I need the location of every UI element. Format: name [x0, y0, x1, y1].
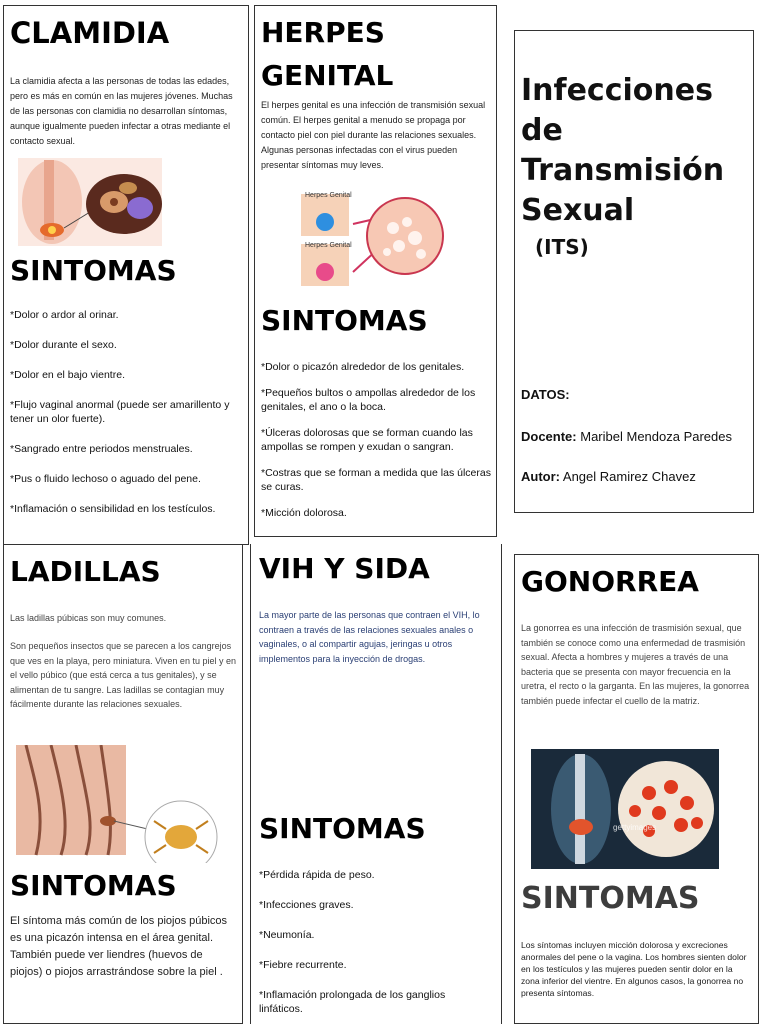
vih-symptom: *Inflamación prolongada de los ganglios linfáticos. [259, 989, 446, 1015]
herpes-title-line2: GENITAL [261, 59, 394, 92]
vih-panel [250, 544, 502, 1024]
clamidia-symptom: *Inflamación o sensibilidad en los testículos. [10, 503, 216, 515]
herpes-image-label-1: Herpes Genital [305, 192, 352, 199]
docente-name: Maribel Mendoza Paredes [580, 429, 732, 444]
clamidia-symptom: *Dolor o ardor al orinar. [10, 309, 119, 321]
herpes-symptom: *Costras que se forman a medida que las úlceras se curas. [261, 467, 491, 493]
clamidia-image [18, 158, 162, 246]
clamidia-symptoms-title: SINTOMAS [10, 254, 177, 287]
vih-title: VIH Y SIDA [259, 552, 430, 585]
cover-panel [514, 30, 754, 513]
ladillas-symptoms-text: El síntoma más común de los piojos púbicos es una picazón intensa en el área genital. También puede ver liendres (huevos de piojos) o piojos arrastrándose sobre la piel . [10, 915, 228, 978]
gonorrea-panel [514, 554, 759, 1024]
herpes-symptoms-title: SINTOMAS [261, 304, 428, 337]
herpes-symptoms-list [261, 360, 493, 532]
vih-symptoms-list [259, 868, 479, 1032]
cover-title-line: Infecciones [521, 73, 713, 108]
clamidia-panel [3, 5, 249, 545]
ladillas-image [16, 745, 222, 863]
autor-label: Autor: [521, 469, 560, 484]
ladillas-title: LADILLAS [10, 555, 161, 588]
gonorrea-description: La gonorrea es una infección de trasmisión sexual, que también se conoce como una enfermedad de trasmisión sexual. Afecta a hombres y mujeres a través de una bacteria que se presenta con mayor frecuencia en la uretra, el recto o la garganta. En las mujeres, la gonorrea también puede infectar el cuello de la matriz. [521, 623, 750, 706]
herpes-symptom: *Micción dolorosa. [261, 507, 347, 519]
vih-symptom: *Fiebre recurrente. [259, 959, 347, 971]
ladillas-symptoms-title: SINTOMAS [10, 869, 177, 902]
vih-description: La mayor parte de las personas que contraen el VIH, lo contraen a través de las relaciones sexuales anales o vaginales, o al compartir agujas, jeringas u otros implementos para la inyección de drogas. [259, 610, 480, 664]
autor-line [521, 467, 747, 487]
vih-symptom: *Neumonía. [259, 929, 315, 941]
gonorrea-title: GONORREA [521, 565, 699, 598]
clamidia-symptom: *Dolor durante el sexo. [10, 339, 117, 351]
cover-title-line: Sexual [521, 193, 635, 228]
datos-label: DATOS: [521, 387, 570, 402]
vih-symptoms-title: SINTOMAS [259, 812, 426, 845]
clamidia-symptoms-list [10, 308, 246, 532]
clamidia-title: CLAMIDIA [10, 16, 170, 50]
autor-name: Angel Ramirez Chavez [562, 469, 696, 484]
clamidia-symptom: *Sangrado entre periodos menstruales. [10, 443, 193, 455]
docente-label: Docente: [521, 429, 577, 444]
clamidia-symptom: *Dolor en el bajo vientre. [10, 369, 125, 381]
cover-subtitle: (ITS) [535, 235, 589, 259]
cover-title [521, 71, 724, 231]
herpes-symptom: *Dolor o picazón alrededor de los genitales. [261, 361, 465, 373]
clamidia-description: La clamidia afecta a las personas de todas las edades, pero es más en común en las mujeres jóvenes. Muchas de las personas con clamidia no desarrollan síntomas, aunque igualmente pueden infectar a otras mediante el contacto sexual. [10, 76, 233, 146]
clamidia-symptom: *Pus o fluido lechoso o aguado del pene. [10, 473, 201, 485]
herpes-description: El herpes genital es una infección de transmisión sexual común. El herpes genital a menudo se propaga por contacto piel con piel durante las relaciones sexuales. Algunas personas infectadas con el virus pueden presentar síntomas muy leves. [261, 100, 486, 170]
ladillas-para-1: Las ladillas púbicas son muy comunes. [10, 613, 167, 623]
ladillas-para-2: Son pequeños insectos que se parecen a los cangrejos que ves en la playa, pero miniatura. Viven en tu piel y en el vello púbico (que está cerca a tus genitales), y se alimentan de tu sangre. Las ladillas se contagian muy fácilmente durante las relaciones sexuales. [10, 641, 236, 709]
herpes-image [295, 188, 445, 288]
herpes-image-label-2: Herpes Genital [305, 242, 352, 249]
herpes-symptom: *Úlceras dolorosas que se forman cuando las ampollas se rompen y exudan o sangran. [261, 427, 473, 453]
herpes-symptom: *Pequeños bultos o ampollas alrededor de los genitales, el ano o la boca. [261, 387, 476, 413]
docente-line [521, 427, 747, 447]
gonorrea-image-watermark: gettyimages [613, 823, 657, 832]
vih-symptom: *Pérdida rápida de peso. [259, 869, 375, 881]
gonorrea-symptoms-title: SINTOMAS [521, 881, 700, 916]
vih-symptom: *Infecciones graves. [259, 899, 354, 911]
cover-title-line: Transmisión [521, 153, 725, 188]
cover-title-line: de [521, 113, 563, 148]
gonorrea-symptoms-text: Los síntomas incluyen micción dolorosa y excreciones anormales del pene o la vagina. Los hombres sienten dolor en los testículos y las mujeres pueden sentir dolor en la zona inferior del vientre. En algunos casos, la gonorrea no presenta síntomas. [521, 940, 747, 998]
ladillas-panel [3, 544, 243, 1024]
herpes-title-line1: HERPES [261, 16, 385, 49]
clamidia-symptom: *Flujo vaginal anormal (puede ser amarillento y tener un olor fuerte). [10, 399, 230, 425]
gonorrea-image [531, 749, 719, 869]
herpes-panel [254, 5, 497, 537]
